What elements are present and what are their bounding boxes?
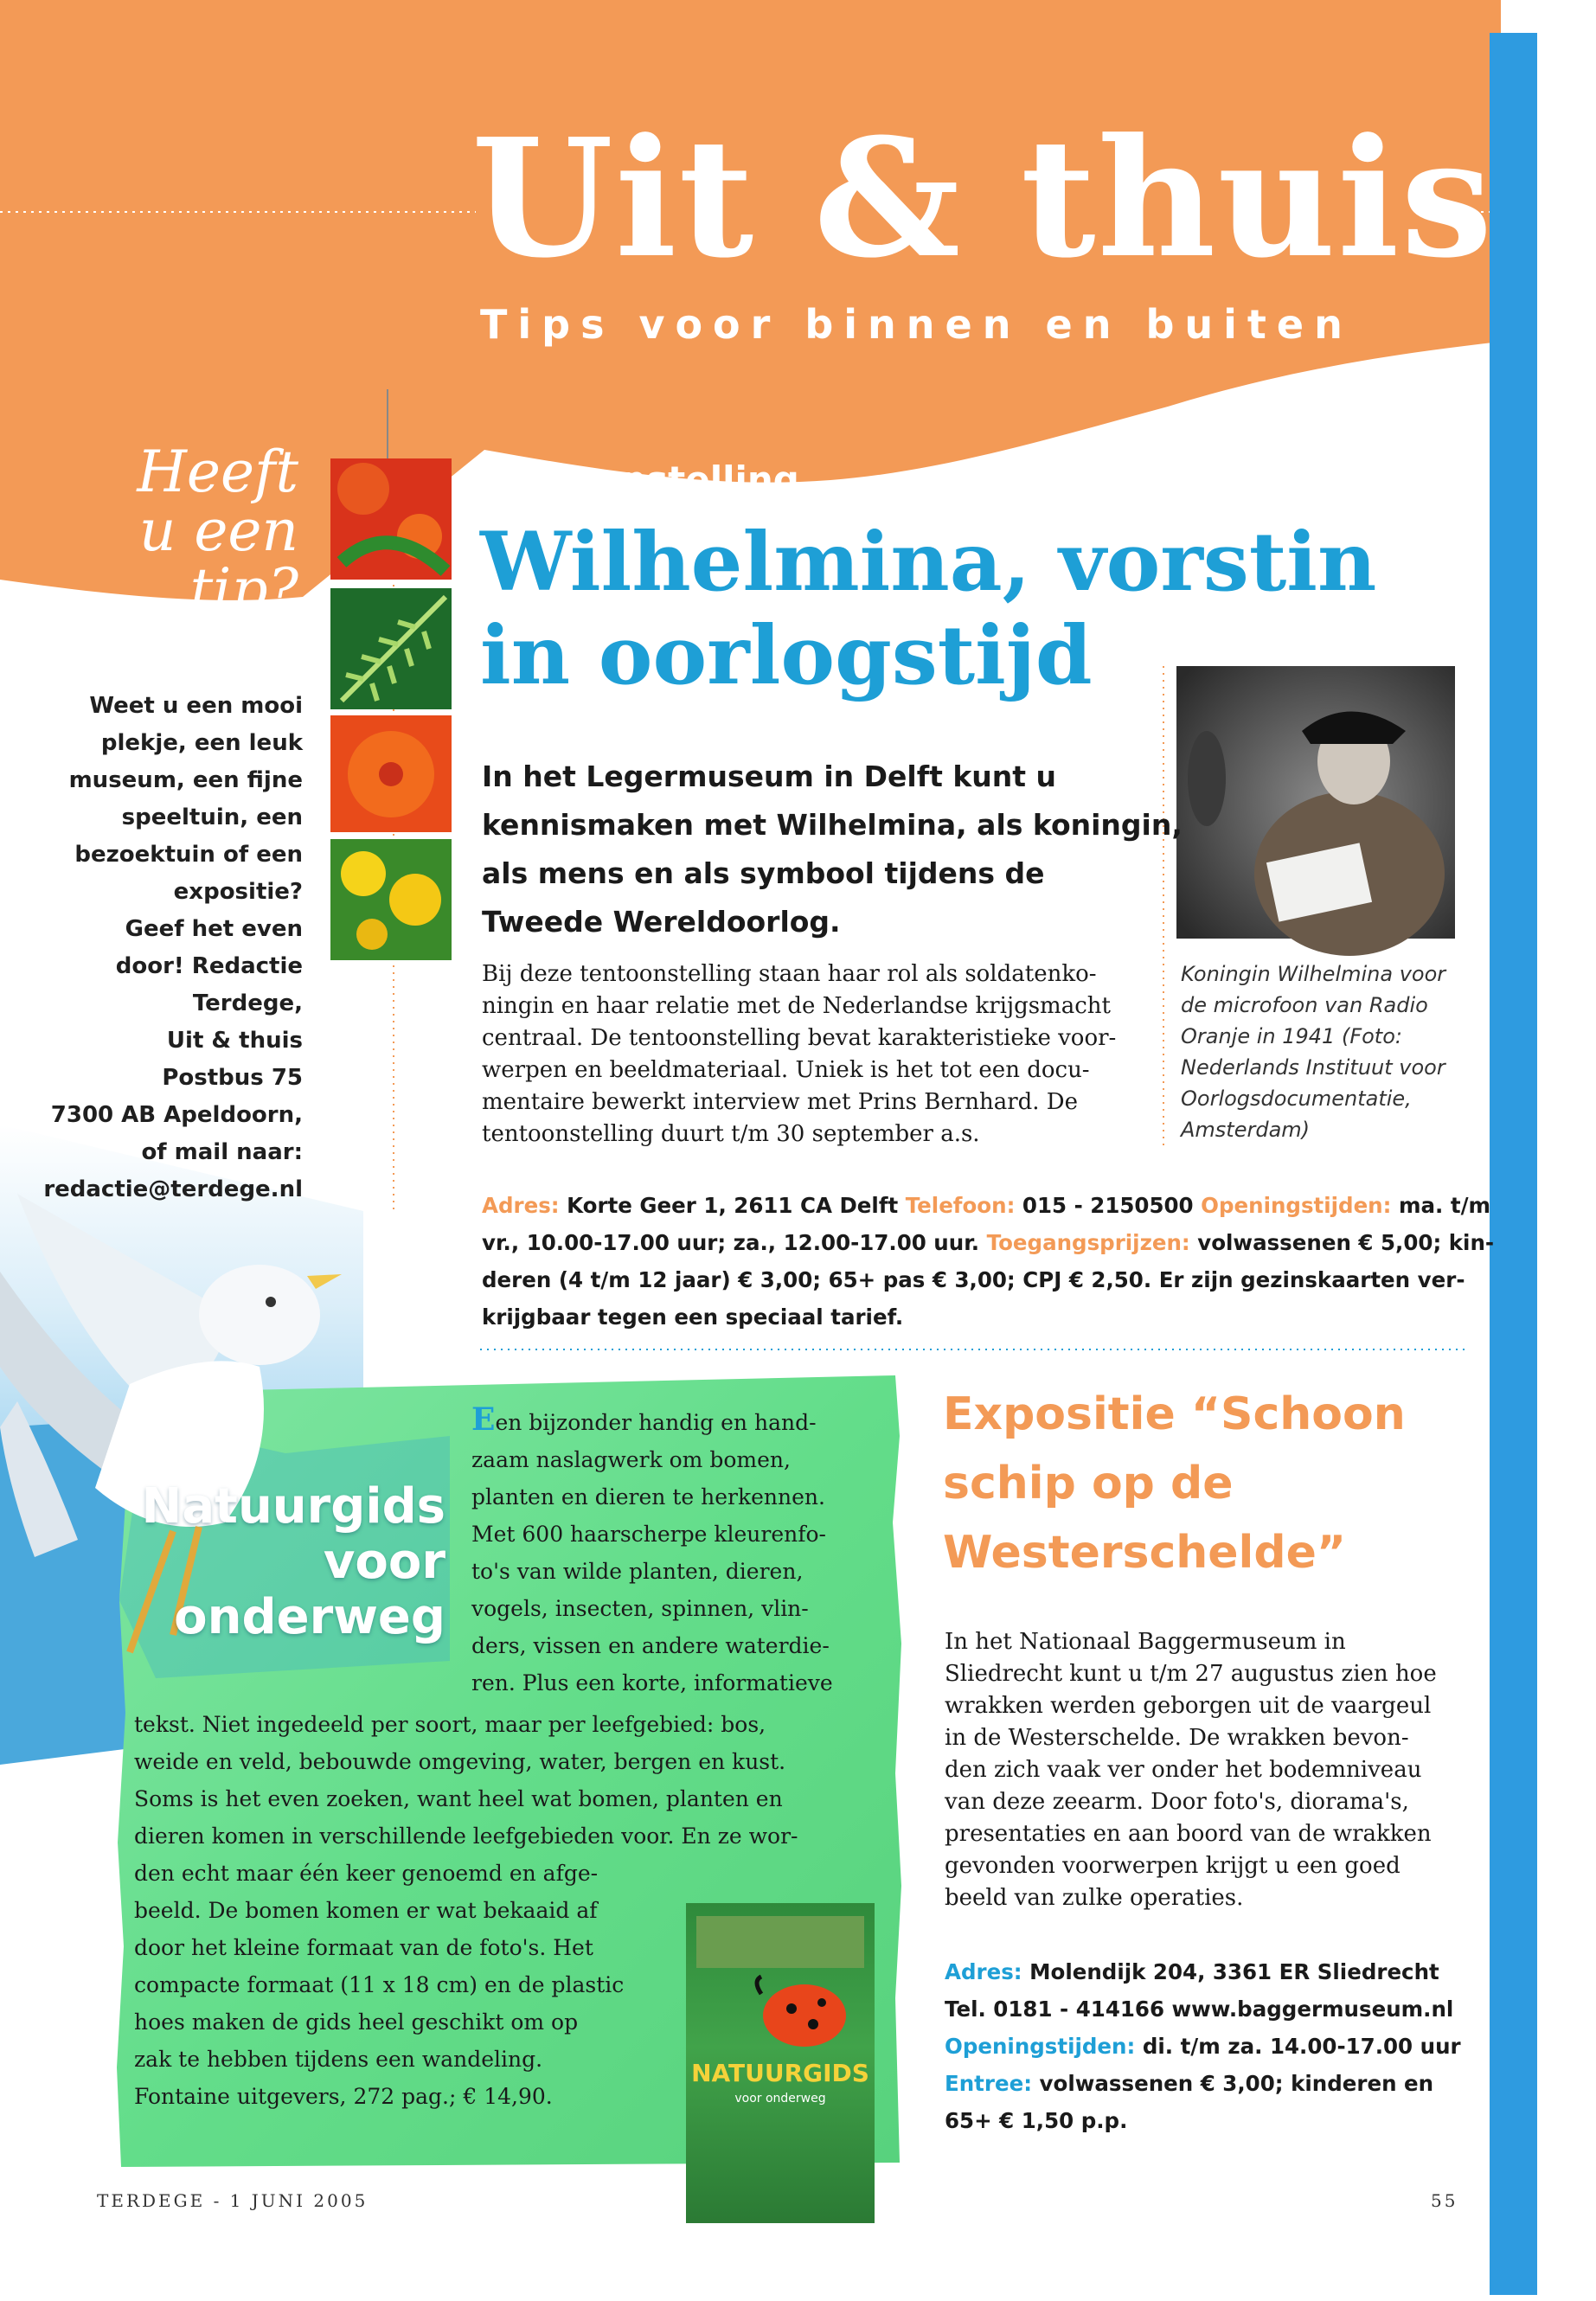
natuurgids-title: Natuurgids voor onderweg: [141, 1478, 445, 1645]
footer-issue: TERDEGE - 1 JUNI 2005: [97, 2190, 369, 2211]
expositie-body: In het Nationaal Baggermuseum in Sliedrecht kunt u t/m 27 augustus zien hoe wrakken werden geborgen uit de vaargeul in de Westerschelde. De wrakken bevon- den zich vaak ver onder het bodemniveau van deze zeearm. Door foto's, diorama's, presentaties en aan boord van de wrakken gevonden voorwerpen krijgt u een goed beeld van zulke operaties.: [945, 1629, 1437, 1911]
exhibition-lead: In het Legermuseum in Delft kunt u kennismaken met Wilhelmina, als koningin, als mens en als symbool tijdens de Tweede Wereldoorlog.: [482, 760, 1183, 939]
natuurgids-body-narrow: den echt maar één keer genoemd en afge- beeld. De bomen komen er wat bekaaid af door het kleine formaat van de foto's. Het compacte formaat (11 x 18 cm) en de plastic hoes maken de gids heel geschikt om op zak te hebben tijdens een wandeling. Fontaine uitgevers, 272 pag.; € 14,90.: [134, 1861, 625, 2109]
exhibition-body: Bij deze tentoonstelling staan haar rol als soldatenko- ningin en haar relatie met de Nederlandse krijgsmacht centraal. De tentoonstelling bevat karakteristieke voor- werpen en beeldmateriaal. Uniek is het tot een docu- mentaire bewerkt interview met Prins Bernhard. De tentoonstelling duurt t/m 30 september a.s.: [482, 961, 1117, 1147]
exhibition-title: Wilhelmina, vorstin in oorlogstijd: [480, 515, 1377, 703]
page-subtitle: Tips voor binnen en buiten: [480, 301, 1353, 348]
photo-caption: Koningin Wilhelmina voor de microfoon van Radio Oranje in 1941 (Foto: Nederlands Instituut voor Oorlogsdocumentatie, Amsterdam): [1181, 962, 1446, 1142]
natuurgids-body-top: Een bijzonder handig en hand- zaam naslagwerk om bomen, planten en dieren te herkennen. Met 600 haarscherpe kleurenfo- to's van wilde planten, dieren, vogels, insecten, spinnen, vlin- ders, vissen en andere waterdie- ren. Plus een korte, informatieve: [471, 1401, 833, 1695]
tip-text: Weet u een mooi plekje, een leuk museum, een fijne speeltuin, een bezoektuin of een expositie? Geef het even door! Redactie Terdege, Uit & thuis Postbus 75 7300 AB Apeldoorn, of mail naar: redactie@terdege.nl: [35, 688, 303, 1208]
exhibition-info: Adres: Korte Geer 1, 2611 CA Delft Telefoon: 015 - 2150500 Openingstijden: ma. t/m vr., 10.00-17.00 uur; za., 12.00-17.00 uur. Toegangsprijzen: volwassenen € 5,00; kin- deren (4 t/m 12 jaar) € 3,00; 65+ pas € 3,00; CPJ € 2,50. Er zijn gezinskaarten ver- krijgbaar tegen een speciaal tarief.: [482, 1193, 1495, 1330]
page-title: Uit & thuis: [471, 103, 1495, 294]
tip-email[interactable]: redactie@terdege.nl: [43, 1176, 303, 1202]
tip-heading: Heeft u een tip?: [137, 439, 298, 623]
expositie-info: Adres: Molendijk 204, 3361 ER Sliedrecht Tel. 0181 - 414166 www.baggermuseum.nl Openingstijden: di. t/m za. 14.00-17.00 uur Entree: volwassenen € 3,00; kinderen en 65+ € 1,50 p.p.: [945, 1959, 1461, 2133]
natuurgids-body-wide: tekst. Niet ingedeeld per soort, maar per leefgebied: bos, weide en veld, bebouwde omgeving, water, bergen en kust. Soms is het even zoeken, want heel wat bomen, planten en dieren komen in verschillende leefgebieden voor. En ze wor-: [134, 1712, 798, 1849]
book-cover-title: NATUURGIDS: [691, 2059, 869, 2087]
exhibition-label: Tentoonstelling: [483, 458, 799, 501]
expositie-title: Expositie “Schoon schip op de Westerschelde”: [943, 1388, 1406, 1579]
book-cover-subtitle: voor onderweg: [734, 2092, 826, 2106]
page-number: 55: [1431, 2190, 1458, 2211]
